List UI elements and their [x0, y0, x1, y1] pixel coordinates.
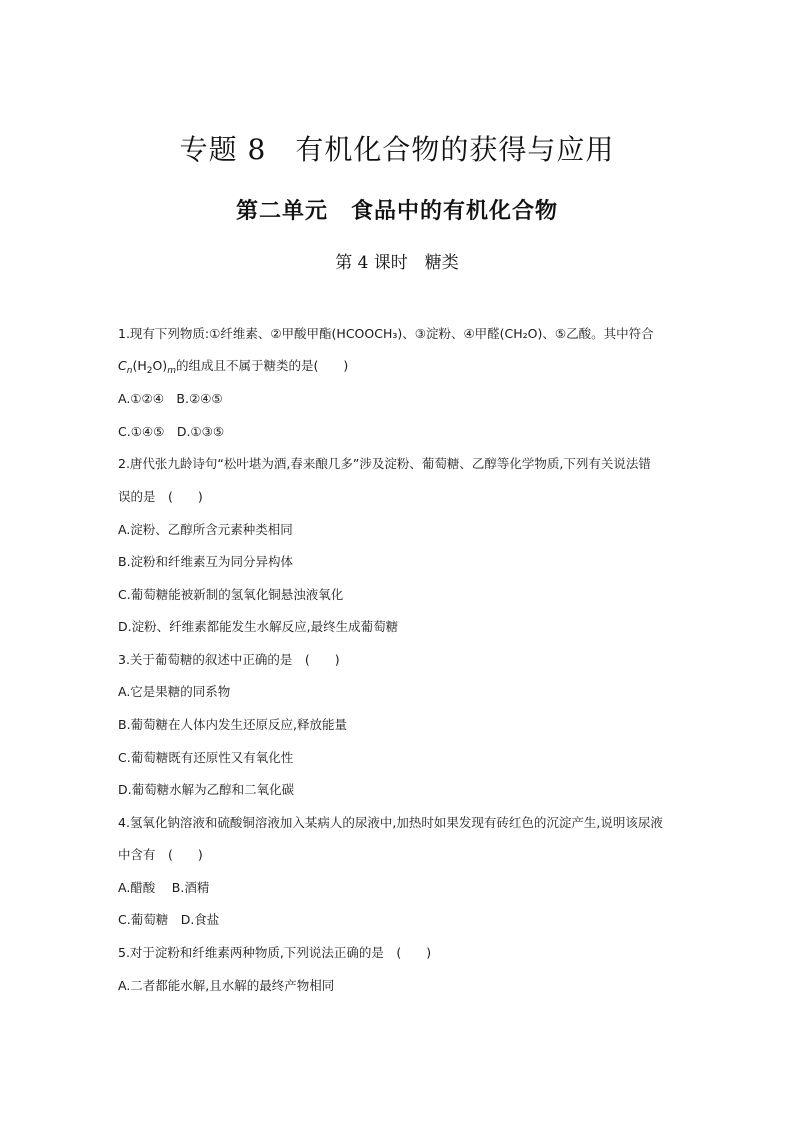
q2-option-a: A.淀粉、乙醇所含元素种类相同	[118, 522, 293, 537]
q1-stem-line1: 1.现有下列物质:①纤维素、②甲酸甲酯(HCOOCH₃)、③淀粉、④甲醛(CH₂O)、⑤乙酸。其中符合	[118, 326, 654, 341]
q3-option-c: C.葡萄糖既有还原性又有氧化性	[118, 750, 294, 765]
q2-option-d: D.淀粉、纤维素都能发生水解反应,最终生成葡萄糖	[118, 619, 399, 634]
lesson-title: 第 4 课时 糖类	[335, 253, 459, 273]
q4-stem-line1: 4.氢氧化钠溶液和硫酸铜溶液加入某病人的尿液中,加热时如果发现有砖红色的沉淀产生,说明该尿液	[118, 815, 663, 830]
q5-stem-line1: 5.对于淀粉和纤维素两种物质,下列说法正确的是 ( )	[118, 945, 432, 960]
q1-formula-sub-2: 2	[146, 366, 153, 376]
q2-option-b: B.淀粉和纤维素互为同分异构体	[118, 554, 294, 569]
q2-stem-line2: 误的是 ( )	[118, 489, 203, 504]
q3-stem-line1: 3.关于葡萄糖的叙述中正确的是 ( )	[118, 652, 340, 667]
q4-stem-line2: 中含有 ( )	[118, 847, 203, 862]
q3-option-d: D.葡萄糖水解为乙醇和二氧化碳	[118, 782, 295, 797]
q5-option-a: A.二者都能水解,且水解的最终产物相同	[118, 978, 335, 993]
q1-stem-tail: 的组成且不属于糖类的是( )	[175, 358, 349, 373]
chapter-title: 专题 8 有机化合物的获得与应用	[179, 133, 615, 166]
q3-option-a: A.它是果糖的同系物	[118, 684, 231, 699]
q4-options-line1: A.醋酸 B.酒精	[118, 880, 210, 895]
q1-stem-line2	[118, 358, 348, 376]
q1-options-line1: A.①②④ B.②④⑤	[118, 391, 223, 406]
unit-title: 第二单元 食品中的有机化合物	[235, 199, 558, 224]
q1-formula-c: C	[118, 358, 127, 373]
q1-formula-sub-m: m	[167, 366, 176, 376]
q1-formula-o: O)	[152, 358, 168, 373]
q4-options-line2: C.葡萄糖 D.食盐	[118, 912, 220, 927]
q3-option-b: B.葡萄糖在人体内发生还原反应,释放能量	[118, 717, 348, 732]
q1-options-line2: C.①④⑤ D.①③⑤	[118, 424, 225, 439]
q1-formula-h: (H	[132, 358, 147, 373]
q1-formula-sub-n: n	[126, 366, 133, 376]
q2-option-c: C.葡萄糖能被新制的氢氧化铜悬浊液氧化	[118, 587, 344, 602]
q2-stem-line1: 2.唐代张九龄诗句“松叶堪为酒,春来酿几多”涉及淀粉、葡萄糖、乙醇等化学物质,下列有关说法错	[118, 456, 651, 471]
